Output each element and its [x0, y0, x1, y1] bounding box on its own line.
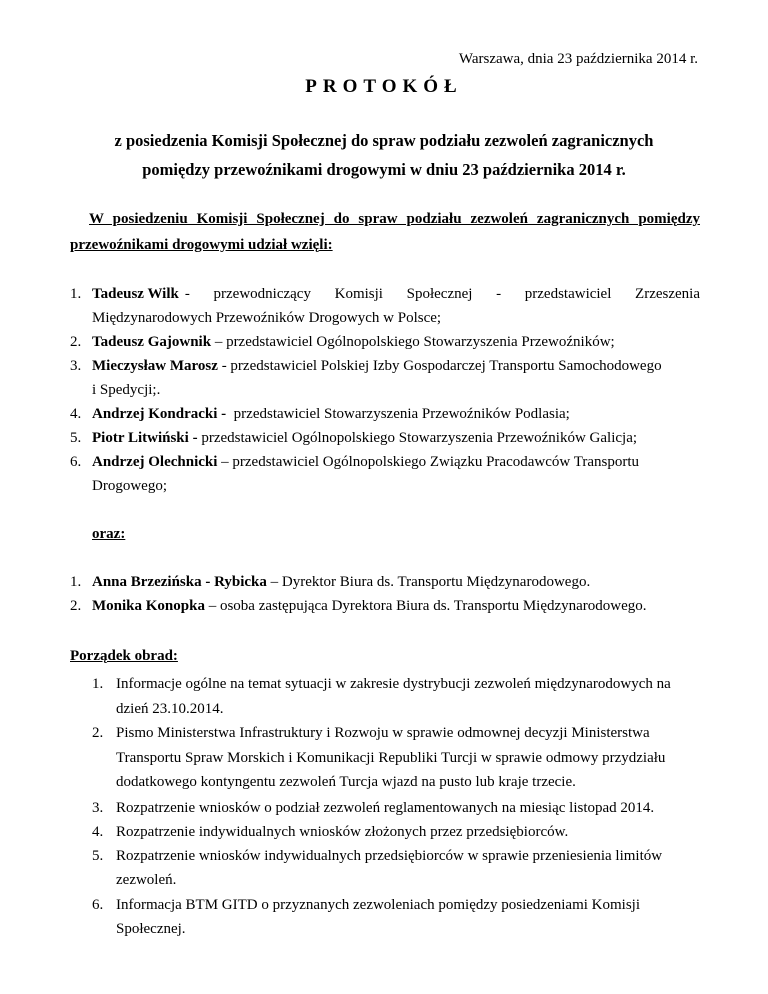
intro-line-1: W posiedzeniu Komisji Społecznej do spraw podziału zezwoleń zagranicznych pomiędzy	[89, 211, 700, 227]
participant-6-continuation: Drogowego;	[92, 478, 167, 494]
agenda-4-number: 4.	[92, 824, 104, 840]
other-1-name: Anna Brzezińska - Rybicka	[92, 574, 267, 590]
participant-5-number: 5.	[70, 430, 82, 446]
participant-1-name: Tadeusz Wilk	[92, 286, 179, 302]
participant-3-continuation: i Spedycji;.	[92, 382, 161, 398]
participant-1-continuation: Międzynarodowych Przewoźników Drogowych w Polsce;	[92, 310, 442, 326]
other-1-desc: – Dyrektor Biura ds. Transportu Międzynarodowego.	[266, 574, 591, 590]
participant-2-name: Tadeusz Gajownik	[92, 334, 212, 350]
participant-3-number: 3.	[70, 358, 82, 374]
participant-2-number: 2.	[70, 334, 82, 350]
agenda-3-number: 3.	[92, 800, 104, 816]
agenda-1-line-1: Informacje ogólne na temat sytuacji w zakresie dystrybucji zezwoleń międzynarodowych na	[116, 676, 671, 692]
agenda-heading: Porządek obrad:	[70, 648, 178, 664]
participant-4-number: 4.	[70, 406, 82, 422]
participant-3-line	[92, 358, 700, 375]
agenda-1-line-2: dzień 23.10.2014.	[116, 701, 224, 717]
other-2-line	[92, 598, 647, 615]
agenda-2-line-3: dodatkowego kontyngentu zezwoleń Turcja wjazd na pusto lub kraje trzecie.	[116, 774, 576, 790]
participant-5-line	[92, 430, 637, 447]
other-2-desc: – osoba zastępująca Dyrektora Biura ds. Transportu Międzynarodowego.	[204, 598, 647, 614]
intro-paragraph	[70, 206, 700, 258]
participant-5-name: Piotr Litwiński -	[92, 430, 198, 446]
document-date: Warszawa, dnia 23 października 2014 r.	[458, 51, 698, 67]
other-1-number: 1.	[70, 574, 82, 590]
participant-2-line	[92, 334, 615, 351]
other-2-number: 2.	[70, 598, 82, 614]
participant-1-line	[92, 286, 700, 303]
participant-1-desc: - przewodniczący Komisji Społecznej - przedstawiciel Zrzeszenia	[184, 286, 700, 302]
participant-6-line	[92, 454, 700, 471]
agenda-5-line-2: zezwoleń.	[116, 872, 177, 888]
participant-6-number: 6.	[70, 454, 82, 470]
document-title: PROTOKÓŁ	[305, 76, 463, 97]
participant-3-desc: - przedstawiciel Polskiej Izby Gospodarczej Transportu Samochodowego	[217, 358, 662, 374]
agenda-5-line-1: Rozpatrzenie wniosków indywidualnych przedsiębiorców w sprawie przeniesienia limitów	[116, 848, 663, 864]
oraz-heading: oraz:	[92, 526, 126, 542]
participant-6-name: Andrzej Olechnicki	[92, 454, 218, 470]
participant-6-desc: – przedstawiciel Ogólnopolskiego Związku Pracodawców Transportu	[217, 454, 639, 470]
agenda-6-number: 6.	[92, 897, 104, 913]
agenda-6-line-2: Społecznej.	[116, 921, 186, 937]
agenda-3-line-1: Rozpatrzenie wniosków o podział zezwoleń reglamentowanych na miesiąc listopad 2014.	[116, 800, 655, 816]
participant-4-line	[92, 406, 570, 423]
agenda-6-line-1: Informacja BTM GITD o przyznanych zezwoleniach pomiędzy posiedzeniami Komisji	[116, 897, 640, 913]
agenda-5-number: 5.	[92, 848, 104, 864]
participant-5-desc: przedstawiciel Ogólnopolskiego Stowarzyszenia Przewoźników Galicja;	[197, 430, 638, 446]
participant-3-name: Mieczysław Marosz	[92, 358, 218, 374]
participant-4-name: Andrzej Kondracki -	[92, 406, 227, 422]
other-1-line	[92, 574, 590, 591]
agenda-1-number: 1.	[92, 676, 104, 692]
participant-2-desc: – przedstawiciel Ogólnopolskiego Stowarzyszenia Przewoźników;	[211, 334, 615, 350]
subtitle-line-2: pomiędzy przewoźnikami drogowymi w dniu 23 października 2014 r.	[142, 160, 626, 179]
agenda-2-line-1: Pismo Ministerstwa Infrastruktury i Rozwoju w sprawie odmownej decyzji Ministerstwa	[116, 725, 650, 741]
agenda-2-number: 2.	[92, 725, 104, 741]
intro-line-2: przewoźnikami drogowymi udział wzięli:	[70, 237, 333, 253]
subtitle-line-1: z posiedzenia Komisji Społecznej do spraw podziału zezwoleń zagranicznych	[114, 131, 654, 150]
participant-4-desc: przedstawiciel Stowarzyszenia Przewoźników Podlasia;	[226, 406, 570, 422]
agenda-4-line-1: Rozpatrzenie indywidualnych wniosków złożonych przez przedsiębiorców.	[116, 824, 569, 840]
other-2-name: Monika Konopka	[92, 598, 205, 614]
agenda-2-line-2: Transportu Spraw Morskich i Komunikacji Republiki Turcji w sprawie odmowy przydziału	[116, 750, 666, 766]
participant-1-number: 1.	[70, 286, 82, 302]
